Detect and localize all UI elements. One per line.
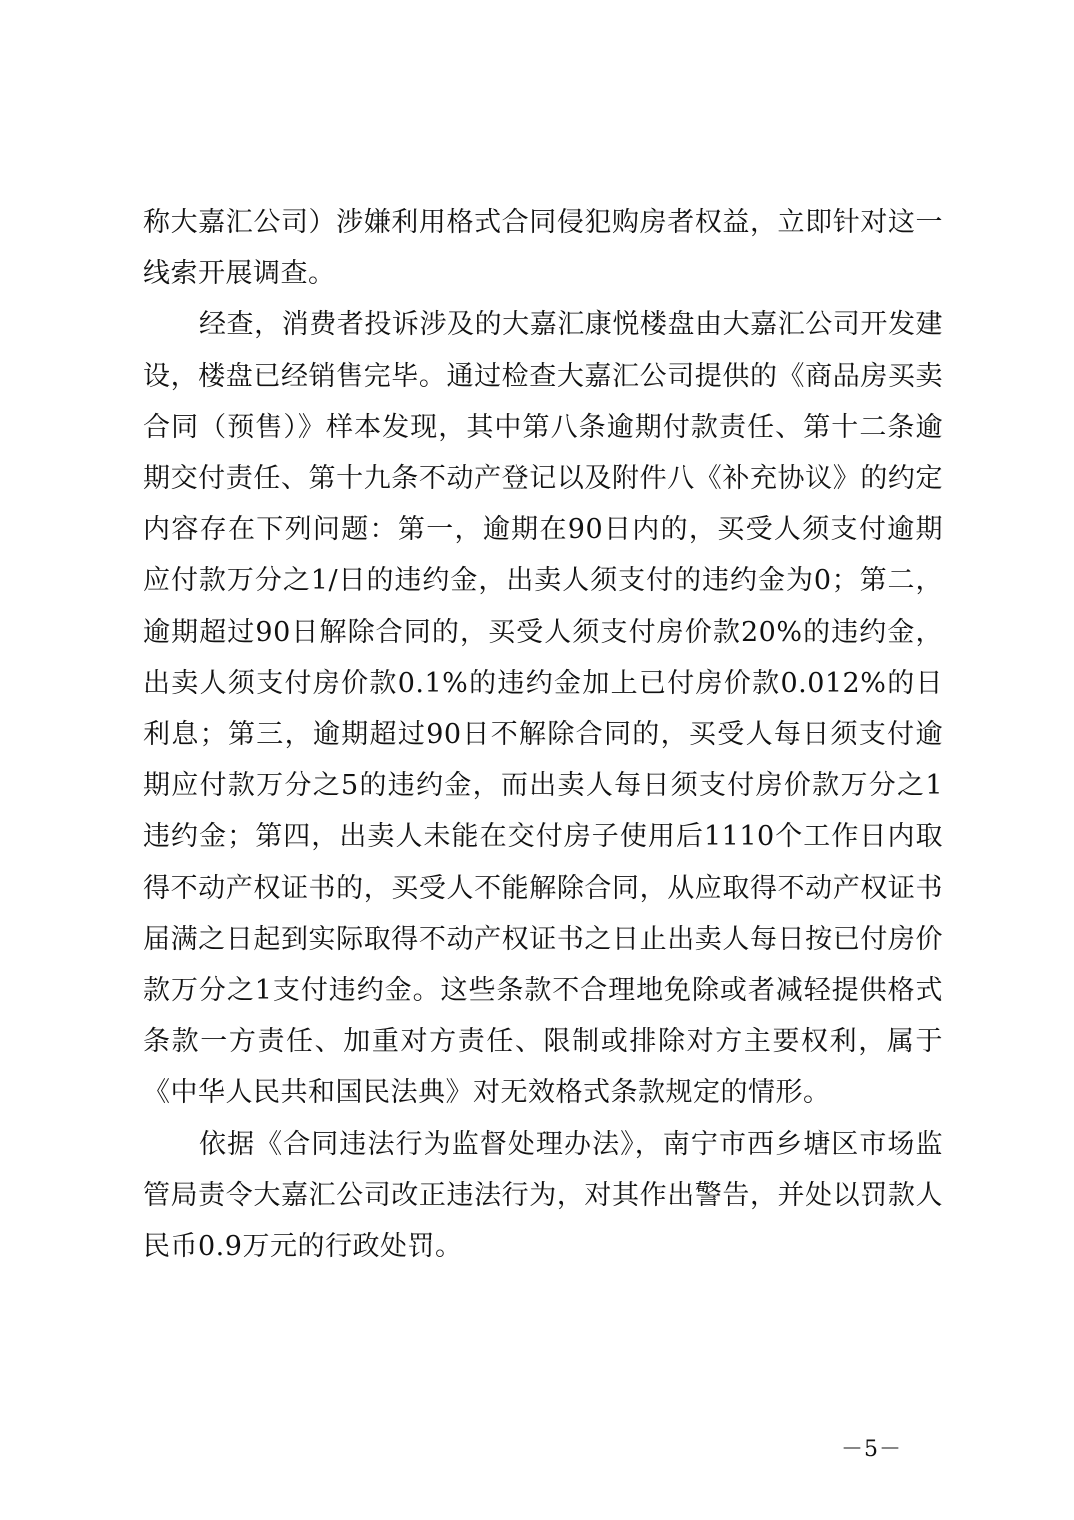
paragraph-penalty-decision: 依据《合同违法行为监督处理办法》，南宁市西乡塘区市场监管局责令大嘉汇公司改正违法行为，对其作出警告，并处以罚款人民币0.9万元的行政处罚。: [143, 1128, 943, 1263]
document-body: [143, 197, 943, 1272]
page-number: －5－: [841, 1437, 902, 1462]
paragraph-investigation-findings: 经查，消费者投诉涉及的大嘉汇康悦楼盘由大嘉汇公司开发建设，楼盘已经销售完毕。通过检查大嘉汇公司提供的《商品房买卖合同（预售）》样本发现，其中第八条逾期付款责任、第十二条逾期交付责任、第十九条不动产登记以及附件八《补充协议》的约定内容存在下列问题：第一，逾期在90日内的，买受人须支付逾期应付款万分之1/日的违约金，出卖人须支付的违约金为0；第二，逾期超过90日解除合同的，买受人须支付房价款20%的违约金，出卖人须支付房价款0.1%的违约金加上已付房价款0.012%的日利息；第三，逾期超过90日不解除合同的，买受人每日须支付逾期应付款万分之5的违约金，而出卖人每日须支付房价款万分之1违约金；第四，出卖人未能在交付房子使用后1110个工作日内取得不动产权证书的，买受人不能解除合同，从应取得不动产权证书届满之日起到实际取得不动产权证书之日止出卖人每日按已付房价款万分之1支付违约金。这些条款不合理地免除或者减轻提供格式条款一方责任、加重对方责任、限制或排除对方主要权利，属于《中华人民共和国民法典》对无效格式条款规定的情形。: [143, 309, 943, 1109]
paragraph-continuation: 称大嘉汇公司）涉嫌利用格式合同侵犯购房者权益，立即针对这一线索开展调查。: [143, 207, 943, 290]
